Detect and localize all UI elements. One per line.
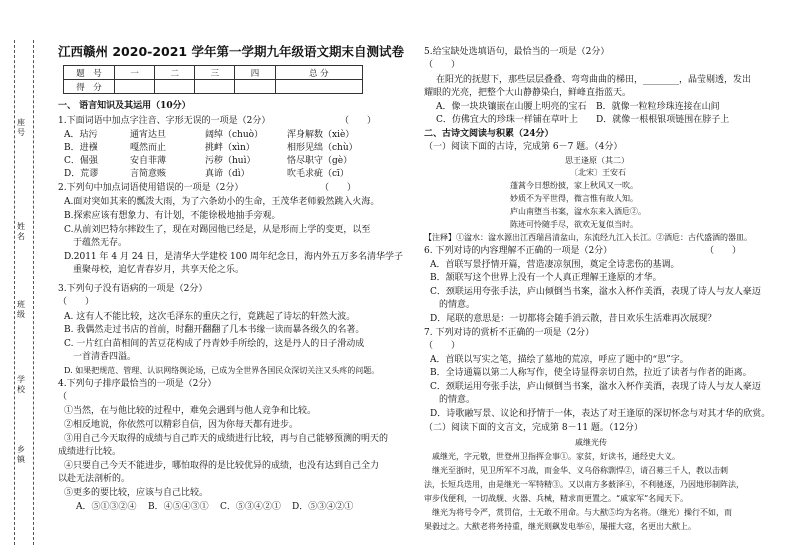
q7-line: A．首联以写实之笔，描绘了墓地的荒凉，呼应了题中的“思”字。 — [430, 355, 689, 365]
subsection-1-heading: （一）阅读下面的古诗，完成第 6－7 题。（4分） — [424, 142, 623, 152]
score-cell[interactable] — [275, 80, 362, 94]
q2-line: B.探索应该有想象力、有计划，不能徐极地抽手旁观。 — [64, 211, 281, 221]
q4-paren: （ — [58, 392, 68, 402]
q3-line: C. 一片红白苗相间的苦豆花构成了丹青妙手所绘的，这是丹人的日子滑动成 — [64, 339, 365, 349]
passage-line: 果毅过之。大猷老将务持重，继光则飙发电举⑥，屡摧大寇，名更出大猷上。 — [424, 522, 696, 531]
q1-option-c-3: 污秽（huì） — [205, 156, 256, 166]
passage-line: 法，长短兵迭用，由是继光一军特精③。又以南方多薮泽④，不利驰逐，乃因地形制阵法， — [424, 480, 744, 489]
q1-option-b-1: B．进襁 — [64, 143, 98, 153]
seat-number-label: 座号 — [17, 118, 25, 137]
q1-option-a-3: 阔绰（chuò） — [205, 130, 264, 140]
poem-title: 思王逢原（其二） — [565, 156, 629, 165]
passage-line: 戚继光，字元敬，世登州卫指挥佥事①。家贫，好读书，通经史大义。 — [424, 452, 680, 461]
q1-option-c-1: C．倔强 — [64, 156, 98, 166]
q7-paren: （ ） — [424, 341, 461, 351]
q4-line: ④只要自己今天不能进步，哪怕取得的是比较优异的成绩，也没有达到自己全力 — [64, 461, 380, 471]
q3-line: D. 如果把规范、管理、认识网络舆论场，已成为全世界各国民众深切关注又头疼的问题。 — [64, 366, 380, 375]
q1-option-d-3: 真谛（dì） — [205, 169, 250, 179]
passage-line: 继光为将号令严，赏罚信，士无敢不用命。与大猷⑤均为名将。（继光）操行不如，而 — [424, 508, 732, 517]
q7-line: B．全诗通篇以第二人称写作，使全诗显得亲切自然，拉近了读者与作者的距离。 — [430, 368, 752, 378]
score-header: 题 号 — [64, 66, 115, 80]
q1-option-b-3: 挑衅（xìn） — [205, 143, 255, 153]
q5-line: 在阳光的抚慰下，那些层层叠叠、弯弯曲曲的梯田，________，晶莹剔透，发出 — [436, 75, 752, 85]
q3-stem: 3.下列句子没有语病的一项是（2分） — [58, 284, 208, 294]
q4-option: B．④⑤④③① — [148, 502, 209, 512]
q6-line: C．颈联运用夸张手法，庐山倾倒当书案，湓水入杯作美酒，表现了诗人与友人豪迈 — [430, 287, 761, 297]
score-cell[interactable] — [115, 80, 155, 94]
class-label: 班级 — [17, 300, 25, 319]
score-header: 四 — [235, 66, 275, 80]
q1-option-a-4: 浑身解数（xiè） — [287, 130, 355, 140]
binding-line-outer — [14, 40, 15, 545]
passage-line: 审步伐便利，一切战舰、火器、兵械，精求而更置之。“戚家军”名闻天下。 — [424, 494, 689, 503]
score-header: 三 — [195, 66, 235, 80]
school-label: 学校 — [17, 375, 25, 394]
q7-line: D．诗歌融写景、议论和抒情于一体，表达了对王逢原的深切怀念与对其才华的欣赏。 — [430, 409, 771, 419]
q4-line: ①当然，在与他比较的过程中，难免会遇到与他人竞争和比较。 — [64, 406, 317, 416]
q2-line: C.从前刘巴特尔摔跤生了，现在对踢园他已经是，从是形而上学的变更，以至 — [64, 225, 371, 235]
score-header: 总 分 — [275, 66, 362, 80]
q7-stem: 7. 下列对诗的赏析不正确的一项是（2分） — [424, 328, 595, 338]
passage-line: 继光至浙时，见卫所军不习战，而金华、义乌俗称剽悍②，请召募三千人，教以击刺 — [424, 466, 728, 475]
q4-option: A．⑤①③②④ — [76, 502, 137, 512]
q2-line: A.面对突如其来的瓢泼大雨，为了六条幼小的生命，王茂华老师毅然跳入火海。 — [64, 197, 380, 207]
q1-option-d-2: 言简意赅 — [130, 169, 167, 179]
q5-option: D．就像一根根银项链围在脖子上 — [596, 115, 730, 125]
page-title: 江西赣州 2020-2021 学年第一学期九年级语文期末自测试卷 — [58, 44, 404, 59]
q4-line: ②相反地说，你依然可以精彩自信，因为你每天都有进步。 — [64, 420, 299, 430]
score-row-label: 得 分 — [64, 80, 115, 94]
q1-option-d-1: D．荒谬 — [64, 169, 99, 179]
q4-line: 成绩进行比较。 — [58, 447, 122, 457]
score-header: 二 — [155, 66, 195, 80]
q7-line: 的情意。 — [430, 395, 476, 405]
q1-paren: （ ） — [340, 116, 377, 126]
poem-line: 陈迹可怜随手尽，欲欢无复似当时。 — [510, 220, 638, 229]
passage-title: 戚继光传 — [575, 438, 607, 447]
q3-line: 一首清香四溢。 — [64, 352, 137, 362]
q4-line: ③用自己今天取得的成绩与自己昨天的成绩进行比较，再与自己能够预测的明天的 — [64, 434, 389, 444]
q3-paren: （ ） — [58, 297, 95, 307]
q5-stem: 5.给宝缺处选填语句，最恰当的一项是（2分） — [424, 47, 610, 57]
q5-option: B．就像一粒粒珍珠连接在山间 — [596, 102, 720, 112]
township-label: 乡镇 — [17, 445, 25, 464]
score-table — [63, 65, 363, 94]
q2-line: 重聚母校，追忆青春岁月，共享天伦之乐。 — [64, 265, 245, 275]
q1-option-c-2: 安自菲薄 — [130, 156, 167, 166]
q2-line: D.2011 年 4 月 24 日，是清华大学建校 100 周年纪念日，海内外五万多名清华学子 — [64, 252, 404, 262]
binding-line-inner — [33, 40, 34, 545]
score-cell[interactable] — [195, 80, 235, 94]
poem-author: 〔北宋〕王安石 — [570, 168, 626, 177]
q3-line: B. 我偶然走过书店的首前，时翻开翻翻了几本书缘一读而暴各级久的名著。 — [64, 325, 365, 335]
q4-stem: 4.下列句子排序最恰当的一项是（2分） — [58, 379, 217, 389]
section-1-heading: 一、 语言知识及其运用（10分） — [58, 101, 191, 111]
q4-line: 以赴无法剖析的。 — [58, 474, 131, 484]
q1-option-a-1: A．玷污 — [64, 130, 98, 140]
poem-line: 妙质不为平世得，微言惟有故人知。 — [510, 194, 638, 203]
q3-line: A. 这有人不能比较，这次毛泽东的重庆之行，竟跳起了诗坛的轩然大波。 — [64, 312, 356, 322]
q5-option: C．仿佛宜大的珍珠一样铺在草叶上 — [436, 115, 578, 125]
q6-line: D．尾联的意思是：一切都将会随手消云散，昔日欢乐生活难再次展现？ — [430, 314, 717, 324]
poem-note: 【注释】①湓水：湓水源出江西瑞昌清盆山，东流经九江入长江。②酒卮：古代盛酒的器皿。 — [424, 233, 752, 242]
q1-option-d-4: 吹毛求疵（cī） — [287, 169, 349, 179]
poem-line: 庐山南堕当书案，湓水东来入酒卮②。 — [510, 207, 646, 216]
q2-paren: （ ） — [320, 183, 357, 193]
score-cell[interactable] — [235, 80, 275, 94]
q1-option-a-2: 通宵达旦 — [130, 130, 167, 140]
q5-paren: （ ） — [424, 60, 461, 70]
q6-line: 的情意。 — [430, 300, 476, 310]
q6-line: A．首联写景抒情开篇，营造凄凉氛围，奠定全诗悲伤的基调。 — [430, 260, 680, 270]
score-cell[interactable] — [155, 80, 195, 94]
q6-stem: 6. 下列对诗的内容理解不正确的一项是（2分） — [424, 246, 613, 256]
q5-line: 耀眼的光亮，把整个大山静静染白，鲜峰直指蓝天。 — [424, 88, 632, 98]
q6-line: B．颔联写这个世界上没有一个人真正理解王逢原的才华。 — [430, 273, 662, 283]
q4-line: ⑤更多的要比较，应该与自己比较。 — [64, 488, 209, 498]
q4-option: C．⑤③④②① — [220, 502, 281, 512]
q1-option-b-2: 嘎然而止 — [130, 143, 167, 153]
q1-option-c-4: 恪尽职守（gè） — [287, 156, 353, 166]
q2-line: 于蕴然无存。 — [64, 238, 128, 248]
q2-stem: 2.下列句中加点词语使用错误的一项是（2分） — [58, 183, 244, 193]
q6-paren: （ ） — [705, 246, 742, 256]
poem-line: 蓬蒿今日想纷披，家上秋风又一吹。 — [510, 181, 638, 190]
subsection-2-heading: （二）阅读下面的文言文，完成第 8－11 题。（12分） — [424, 423, 643, 433]
q5-option: A．像一块块镶嵌在山腰上明亮的宝石 — [436, 102, 587, 112]
section-2-heading: 二、古诗文阅读与积累（24分） — [424, 129, 554, 139]
q1-option-b-4: 相形见绌（chù） — [287, 143, 358, 153]
q7-line: C．颈联运用夸张手法，庐山倾倒当书案，湓水入杯作美酒，表现了诗人与友人豪迈 — [430, 382, 761, 392]
name-label: 姓名 — [17, 222, 25, 241]
score-header: 一 — [115, 66, 155, 80]
q1-stem: 1.下面词语中加点字注音、字形无误的一项是（2分） — [58, 116, 271, 126]
q4-option: D．⑤③④②① — [292, 502, 354, 512]
